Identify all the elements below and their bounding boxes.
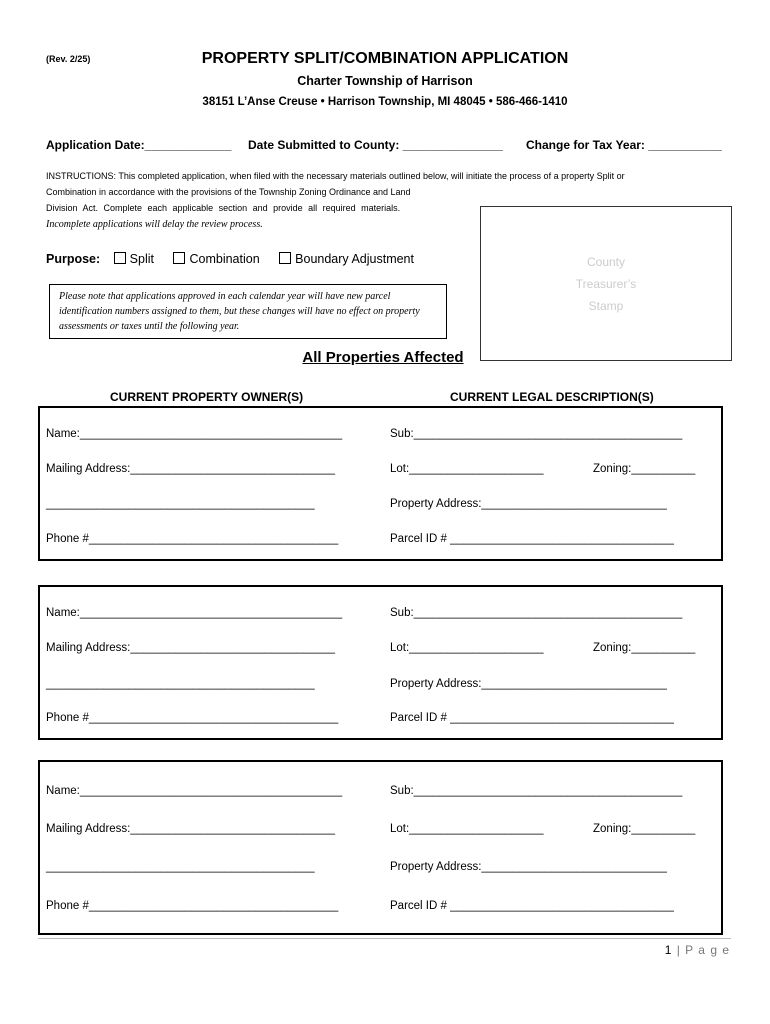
property-address-field[interactable]: Property Address:_____________________________: [390, 678, 667, 690]
mailing-address-line-2[interactable]: __________________________________________: [46, 861, 315, 873]
mailing-address-line-2[interactable]: __________________________________________: [46, 498, 315, 510]
zoning-field[interactable]: Zoning:__________: [593, 463, 696, 475]
owner-name-field[interactable]: Name:_________________________________________: [46, 428, 343, 440]
phone-field[interactable]: Phone #_______________________________________: [46, 533, 339, 545]
boundary-adjustment-label: Boundary Adjustment: [295, 252, 414, 266]
instructions-line-3: Division Act. Complete each applicable section and provide all required materials.: [46, 203, 401, 213]
checkbox-icon: [279, 252, 291, 264]
zoning-field[interactable]: Zoning:__________: [593, 823, 696, 835]
lot-field[interactable]: Lot:_____________________: [390, 642, 544, 654]
owner-name-field[interactable]: Name:_________________________________________: [46, 785, 343, 797]
mailing-address-field[interactable]: Mailing Address:________________________________: [46, 463, 336, 475]
section-title-text: All Properties Affected: [302, 349, 464, 366]
sub-field[interactable]: Sub:__________________________________________: [390, 607, 683, 619]
section-title: [0, 349, 770, 366]
zoning-field[interactable]: Zoning:__________: [593, 642, 696, 654]
split-checkbox[interactable]: [114, 252, 154, 266]
phone-field[interactable]: Phone #_______________________________________: [46, 900, 339, 912]
property-block-1: [38, 406, 723, 561]
mailing-address-field[interactable]: Mailing Address:________________________________: [46, 642, 336, 654]
boundary-adjustment-checkbox[interactable]: [279, 252, 414, 266]
application-date-field[interactable]: Application Date:_____________: [46, 138, 232, 152]
mailing-address-line-2[interactable]: __________________________________________: [46, 678, 315, 690]
page-label: | P a g e: [676, 943, 730, 957]
phone-field[interactable]: Phone #_______________________________________: [46, 712, 339, 724]
property-block-2: [38, 585, 723, 740]
owner-name-field[interactable]: Name:_________________________________________: [46, 607, 343, 619]
change-tax-year-field[interactable]: Change for Tax Year: ___________: [526, 138, 722, 152]
instructions-line-2: Combination in accordance with the provisions of the Township Zoning Ordinance and Land: [46, 187, 411, 197]
stamp-line-2: Treasurer’s: [575, 277, 637, 291]
organization-address: 38151 L’Anse Creuse • Harrison Township, MI 48045 • 586-466-1410: [202, 96, 568, 108]
legal-column-header: CURRENT LEGAL DESCRIPTION(S): [450, 390, 654, 404]
organization-name: Charter Township of Harrison: [297, 74, 473, 88]
property-address-field[interactable]: Property Address:_____________________________: [390, 861, 667, 873]
county-treasurer-stamp-box: [480, 206, 732, 361]
owner-column-header: CURRENT PROPERTY OWNER(S): [110, 390, 304, 404]
lot-field[interactable]: Lot:_____________________: [390, 463, 544, 475]
mailing-address-field[interactable]: Mailing Address:________________________________: [46, 823, 336, 835]
checkbox-icon: [173, 252, 185, 264]
sub-field[interactable]: Sub:__________________________________________: [390, 428, 683, 440]
parcel-id-field[interactable]: Parcel ID # ___________________________________: [390, 900, 674, 912]
checkbox-icon: [114, 252, 126, 264]
date-submitted-field[interactable]: Date Submitted to County: _______________: [248, 138, 503, 152]
parcel-id-field[interactable]: Parcel ID # ___________________________________: [390, 533, 674, 545]
combination-checkbox[interactable]: [173, 252, 259, 266]
sub-field[interactable]: Sub:__________________________________________: [390, 785, 683, 797]
instructions-line-4: Incomplete applications will delay the review process.: [46, 219, 263, 230]
revision-label: (Rev. 2/25): [46, 54, 91, 64]
lot-field[interactable]: Lot:_____________________: [390, 823, 544, 835]
instructions-line-1: INSTRUCTIONS: This completed application, when filed with the necessary materials outlined below, will initiate the process of a property Split or: [46, 171, 625, 181]
stamp-line-1: County: [586, 255, 626, 269]
footer-divider: [38, 938, 731, 939]
stamp-line-3: Stamp: [588, 299, 624, 313]
purpose-label: Purpose:: [46, 252, 101, 266]
property-address-field[interactable]: Property Address:_____________________________: [390, 498, 667, 510]
page-number: 1: [664, 943, 673, 957]
document-title: PROPERTY SPLIT/COMBINATION APPLICATION: [201, 50, 569, 67]
parcel-note: Please note that applications approved in each calendar year will have new parcel identification numbers assigned to them, but these changes will have no effect on property assessments or taxes until the following year.: [49, 284, 447, 339]
property-block-3: [38, 760, 723, 935]
parcel-id-field[interactable]: Parcel ID # ___________________________________: [390, 712, 674, 724]
combination-label: Combination: [189, 252, 260, 266]
page-footer: [665, 943, 730, 957]
split-label: Split: [129, 252, 154, 266]
purpose-row: [46, 252, 430, 266]
